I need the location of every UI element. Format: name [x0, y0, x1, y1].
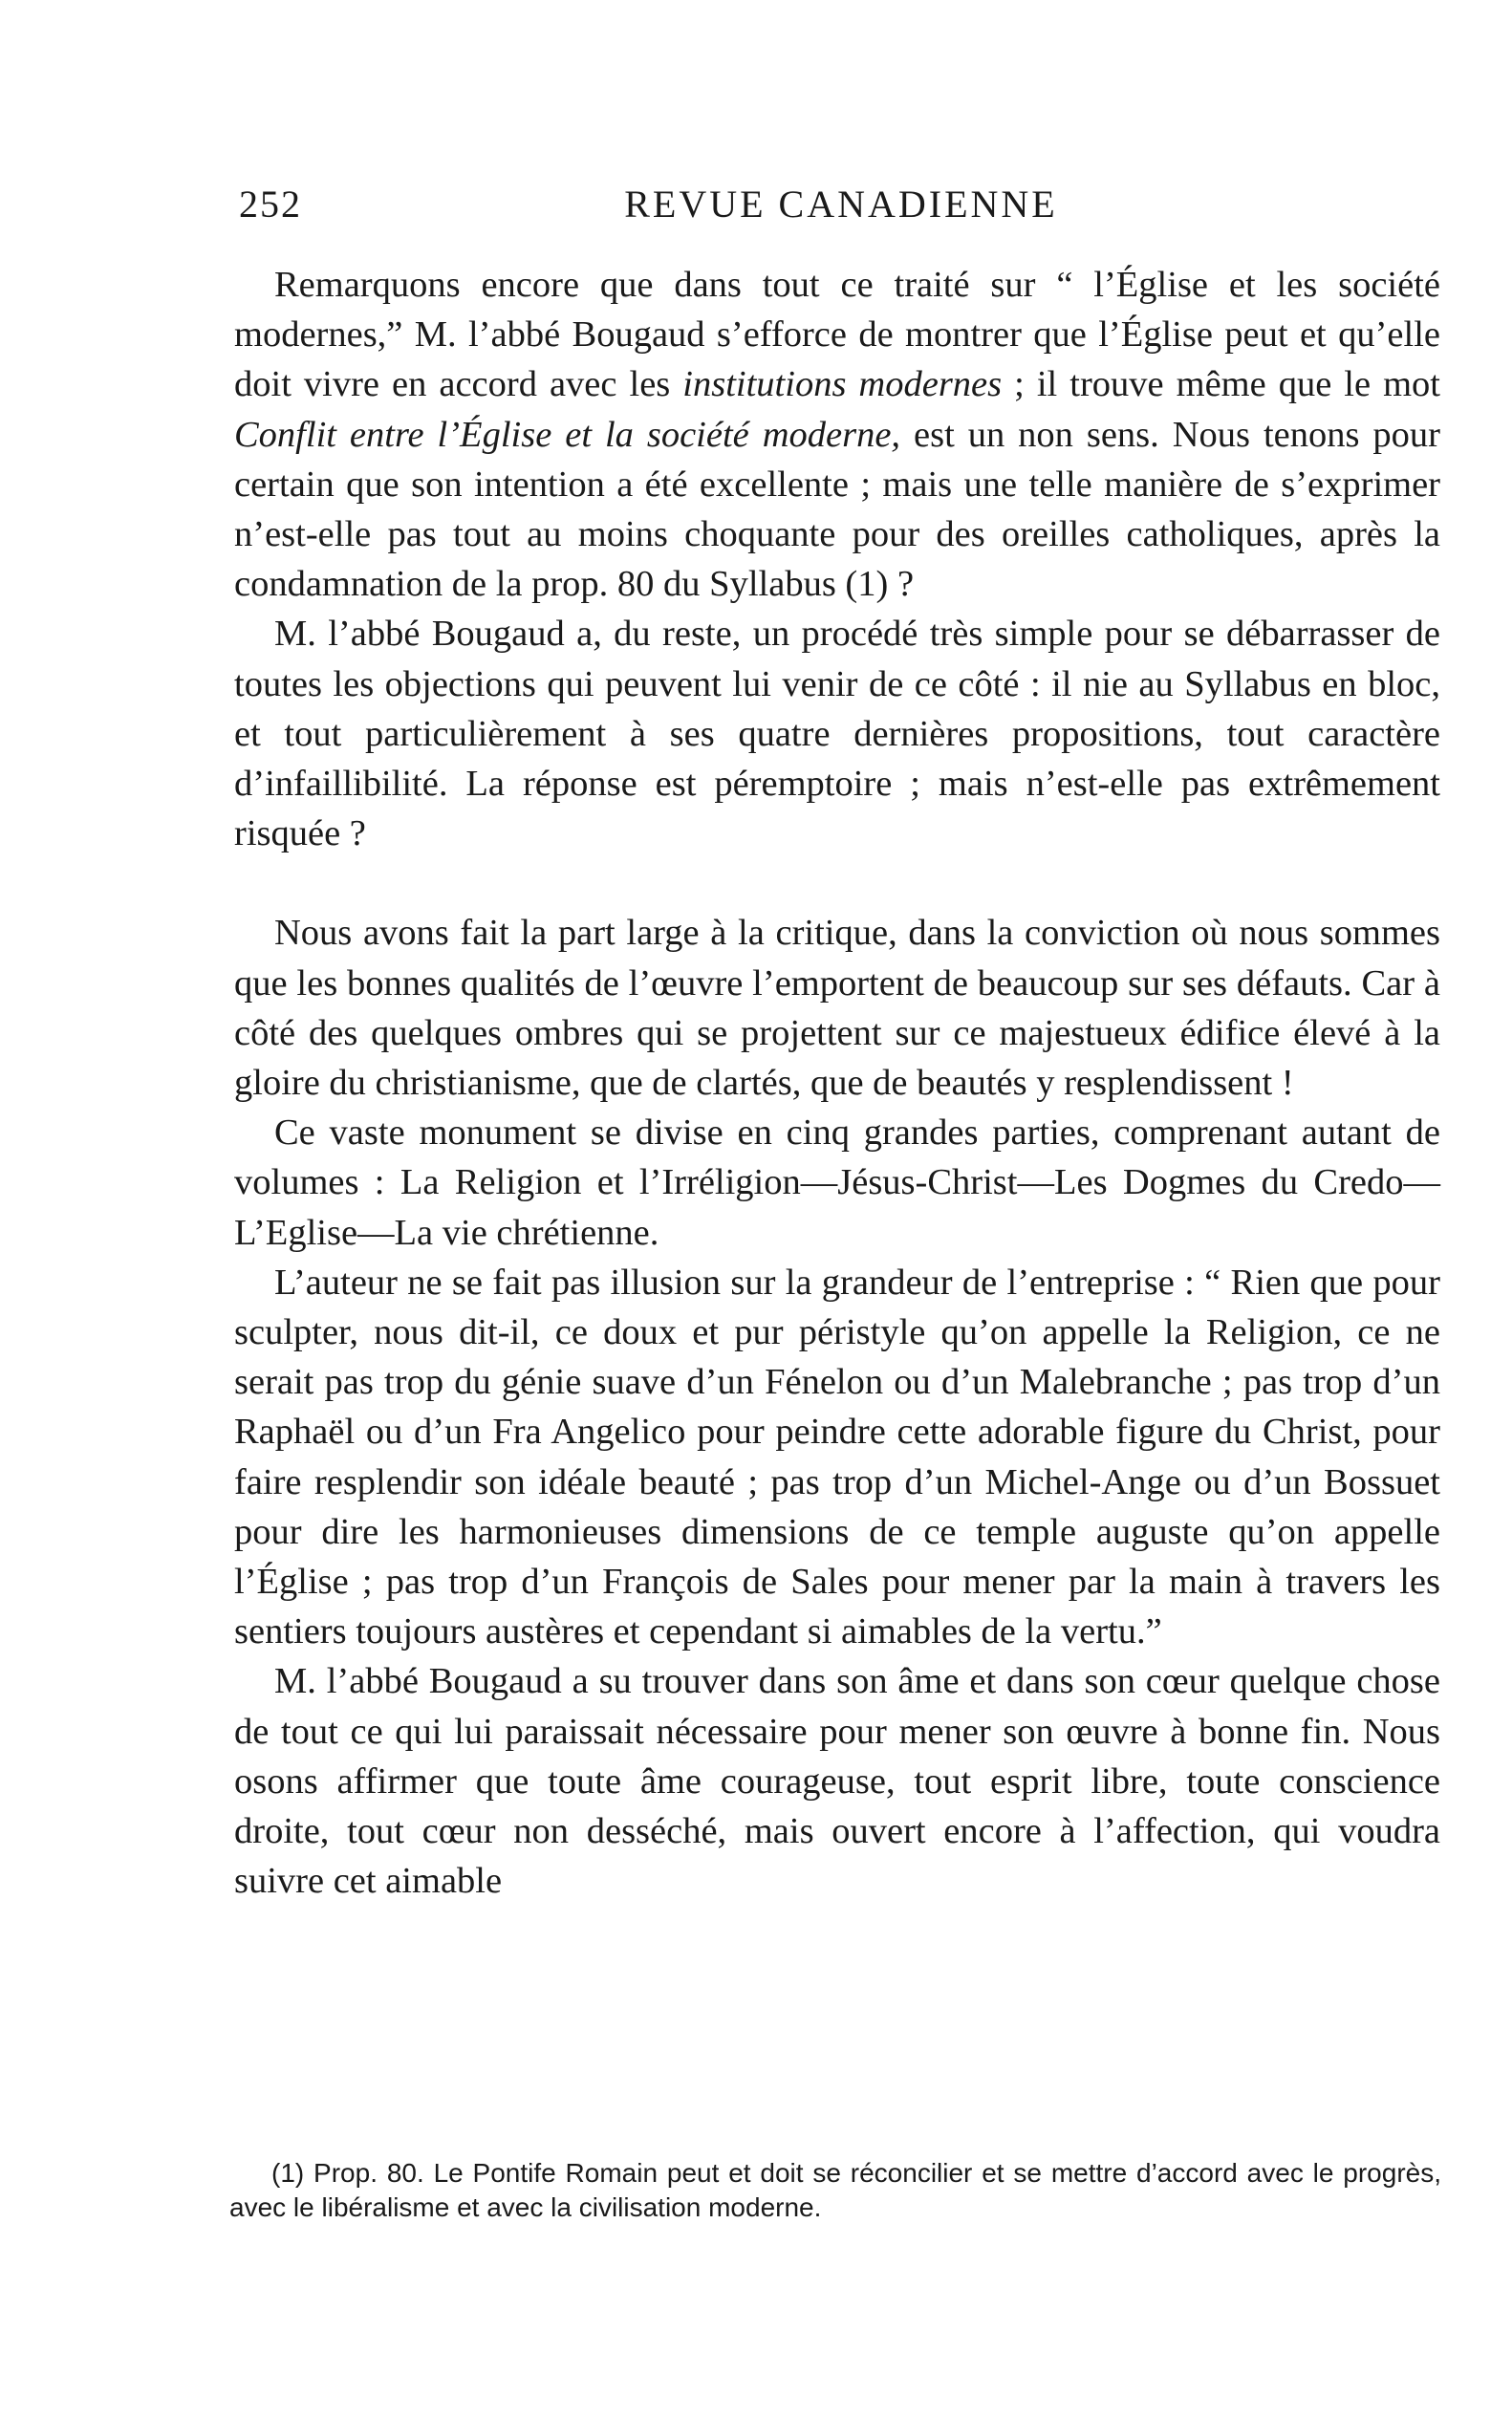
paragraph [234, 1656, 1440, 1906]
text-run: Remarquons encore que dans tout ce traité sur “ l’Église et les société modernes,” M. l’abbé Bougaud s’efforce de montrer que l’Église peut et qu’elle doit vivre en accord avec les [234, 265, 1440, 405]
footnote: (1) Prop. 80. Le Pontife Romain peut et doit se réconcilier et se mettre d’accord avec le progrès, avec le libéralisme et avec la civilisation moderne. [229, 2158, 1441, 2222]
page-number: 252 [239, 183, 302, 226]
paragraph [234, 1108, 1440, 1258]
text-run: M. l’abbé Bougaud a, du reste, un procédé très simple pour se débarrasser de toutes les objections qui peuvent lui venir de ce côté : il nie au Syllabus en bloc, et tout particulièrement à ses quatre dernières propositions, tout caractère d’infaillibilité. La réponse est péremptoire ; mais n’est-elle pas extrêmement risquée ? [234, 614, 1440, 854]
body-text [234, 260, 1440, 1907]
paragraph [234, 908, 1440, 1108]
italic-text: Conflit entre l’Église et la société moderne, [234, 414, 901, 455]
paragraph [234, 609, 1440, 858]
italic-text: institutions modernes [682, 364, 1003, 405]
text-run: L’auteur ne se fait pas illusion sur la grandeur de l’entreprise : “ Rien que pour sculpter, nous dit-il, ce doux et pur péristyle qu’on appelle la Religion, ce ne serait pas trop du génie suave d’un Fénelon ou d’un Malebranche ; pas trop d’un Raphaël ou d’un Fra Angelico pour peindre cette adorable figure du Christ, pour faire resplendir son idéale beauté ; pas trop d’un Michel-Ange ou d’un Bossuet pour dire les harmonieuses dimensions de ce temple auguste qu’on appelle l’Église ; pas trop d’un François de Sales pour mener par la main à travers les sentiers toujours austères et cependant si aimables de la vertu.” [234, 1262, 1440, 1652]
page-header [239, 182, 1443, 239]
running-title: REVUE CANADIENNE [624, 183, 1058, 226]
text-run: est un non sens. Nous tenons pour certain que son intention a été excellente ; mais une telle manière de s’exprimer n’est-elle pas tout au moins choquante pour des oreilles catholiques, après la condamnation de la prop. 80 du Syllabus (1) ? [234, 414, 1440, 605]
text-run: M. l’abbé Bougaud a su trouver dans son âme et dans son cœur quelque chose de tout ce qui lui paraissait nécessaire pour mener son œuvre à bonne fin. Nous osons affirmer que toute âme courageuse, tout esprit libre, toute conscience droite, tout cœur non desséché, mais ouvert encore à l’affection, qui voudra suivre cet aimable [234, 1661, 1440, 1902]
paragraph [234, 260, 1440, 609]
text-run: Nous avons fait la part large à la critique, dans la conviction où nous sommes que les bonnes qualités de l’œuvre l’emportent de beaucoup sur ses défauts. Car à côté des quelques ombres qui se projettent sur ce majestueux édifice élevé à la gloire du christianisme, que de clartés, que de beautés y resplendissent ! [234, 913, 1440, 1104]
text-run: ; il trouve même que le mot [1002, 364, 1440, 405]
text-run: Ce vaste monument se divise en cinq grandes parties, comprenant autant de volumes : La Religion et l’Irréligion—Jésus-Christ—Les Dogmes du Credo—L’Eglise—La vie chrétienne. [234, 1112, 1440, 1253]
paragraph [234, 1258, 1440, 1657]
